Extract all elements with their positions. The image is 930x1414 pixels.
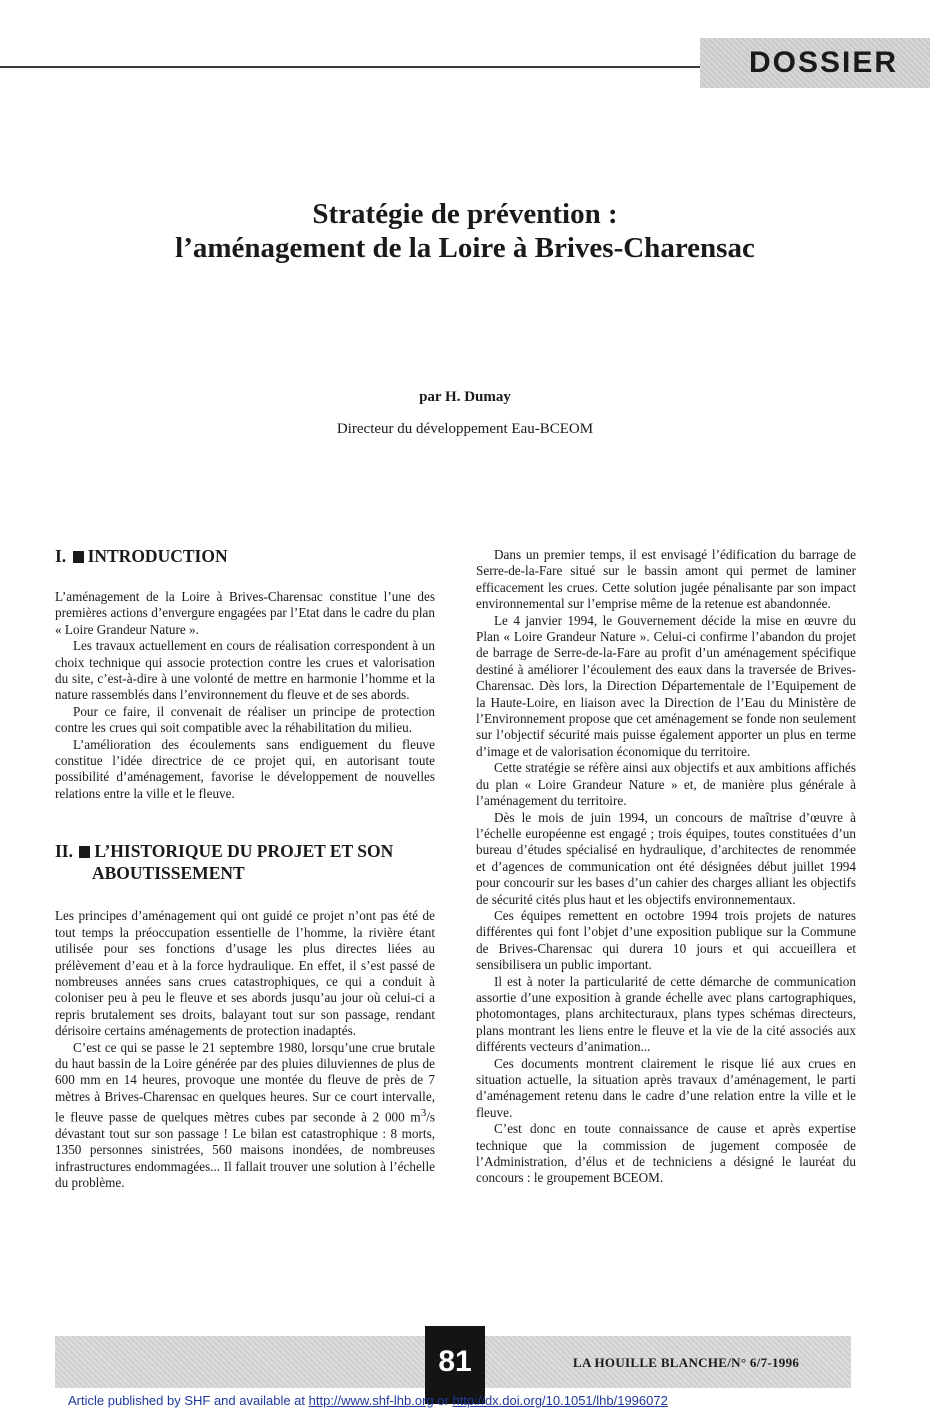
right-column (476, 547, 856, 1187)
paragraph: Le 4 janvier 1994, le Gouvernement décide la mise en œuvre du Plan « Loire Grandeur Nature ». Celui-ci confirme l’abandon du projet de barrage de Serre-de-la-Fare au profit d’un aménagement spécifique destiné à améliorer l’écoulement des eaux dans la traversée de Brives-Charensac. Dès lors, la Direction Départementale de l’Equipement de la Haute-Loire, en liaison avec la Direction de l’Eau du Ministère de l’Environnement propose que cet aménagement se fonde non seulement sur l’objectif sécurité mais puisse également apporter un plus en terme d’image et de valorisation économique du territoire. (476, 612, 856, 759)
shf-link[interactable]: http://www.shf-lhb.org (308, 1393, 434, 1408)
header-rule (0, 66, 700, 68)
author-name: par H. Dumay (419, 389, 511, 405)
doi-link[interactable]: http://dx.doi.org/10.1051/lhb/1996072 (452, 1393, 668, 1408)
section-label: DOSSIER (748, 46, 898, 79)
paragraph: Cette stratégie se réfère ainsi aux objectifs et aux ambitions affichés du plan « Loire Grandeur Nature » et, de manière plus générale à l’aménagement du territoire. (476, 760, 856, 809)
paragraph: L’amélioration des écoulements sans endiguement du fleuve constitue l’idée directrice de ce projet qui, en autorisant toute possibilité d’aménagement, favorise le développement de nouvelles relations entre la ville et le fleuve. (55, 736, 435, 801)
title-line-2: l’aménagement de la Loire à Brives-Charensac (175, 232, 755, 264)
paragraph: C’est ce qui se passe le 21 septembre 1980, lorsqu’une crue brutale du haut bassin de la Loire générée par des pluies diluviennes de plus de 600 mm en 14 heures, provoque une montée du fleuve de près de 7 mètres à Brives-Charensac en quelques heures. Sur ce court intervalle, le fleuve passe de quelques mètres cubes par seconde à 2 000 $m^3/s$ dévastant tout sur son passage ! Le bilan est catastrophique : 8 morts, 1350 personnes sinistrées, 560 maisons inondées, de nombreuses infrastructures endommagées... Il fallait trouver une solution à l’échelle du problème. (55, 1039, 435, 1191)
credit-text: or (433, 1393, 453, 1408)
section-heading-line: ABOUTISSEMENT (92, 863, 245, 884)
section-heading-introduction: I. INTRODUCTION (55, 546, 228, 566)
square-bullet-icon (79, 846, 90, 858)
left-column (55, 545, 435, 1192)
publisher-credit (68, 1393, 668, 1408)
paragraph: Dès le mois de juin 1994, un concours de maîtrise d’œuvre à l’échelle européenne est engagé ; trois équipes, toutes constituées d’un bureau d’études spécialisé en hydraulique, d’architectes de renommée et d’agences de communication ont été désignées début juillet 1994 pour concourir sur les bases d’un cahier des charges alliant les objectifs de sécurité cités plus haut et les objectifs environnementaux. (476, 809, 856, 907)
paragraph: L’aménagement de la Loire à Brives-Charensac constitue l’une des premières actions d’envergure engagées par l’Etat dans le cadre du plan « Loire Grandeur Nature ». (55, 589, 435, 637)
paragraph: Pour ce faire, il convenait de réaliser un principe de protection contre les crues qui soit compatible avec la réhabilitation du milieu. (55, 703, 435, 736)
paragraph: Ces documents montrent clairement le risque lié aux crues en situation actuelle, la situation après travaux d’aménagement, le parti d’aménagement retenu dans le cadre d’une relation entre la ville et le fleuve. (476, 1055, 856, 1120)
paragraph: Les travaux actuellement en cours de réalisation correspondent à un choix technique qui associe protection contre les crues et valorisation du site, c’est-à-dire à une volonté de mettre en harmonie l’homme et la nature rassemblés dans l’environnement du fleuve et de ses abords. (55, 638, 435, 703)
article-title (0, 197, 930, 265)
square-bullet-icon (73, 551, 84, 563)
author-affiliation: Directeur du développement Eau-BCEOM (336, 421, 594, 437)
paragraph: Ces équipes remettent en octobre 1994 trois projets de natures différentes qui font l’objet d’une exposition publique sur la Commune de Brives-Charensac qui durera 10 jours et qui accueillera et sensibilisera un public important. (476, 907, 856, 973)
paragraph: Dans un premier temps, il est envisagé l’édification du barrage de Serre-de-la-Fare situé sur le bassin amont qui permet de laminer efficacement les crues. Cette solution jugée pénalisante par son impact environnemental sur l’emprise même de la retenue est abandonnée. (476, 547, 856, 612)
page-number: 81 (425, 1326, 485, 1404)
section-heading-line: II. L’HISTORIQUE DU PROJET ET SON (55, 841, 394, 862)
paragraph: C’est donc en toute connaissance de cause et après expertise technique que la commission de jugement composée de l’Administration, d’élus et de techniciens a désigné le lauréat du concours : le groupement BCEOM. (476, 1121, 856, 1186)
title-line-1: Stratégie de prévention : (312, 198, 618, 230)
dossier-banner (700, 38, 930, 88)
credit-text: Article published by SHF and available at (68, 1393, 309, 1408)
paragraph: Il est à noter la particularité de cette démarche de communication assortie d’une exposition à grande échelle avec plans cartographiques, photomontages, plans architecturaux, plans types schémas directeurs, plans montrant les liens entre le fleuve et la vie de la cité associés aux différents vecteurs d’animation... (476, 973, 856, 1055)
journal-reference: LA HOUILLE BLANCHE/N° 6/7-1996 (573, 1355, 800, 1370)
section-heading-historique (55, 840, 435, 884)
paragraph: Les principes d’aménagement qui ont guidé ce projet n’ont pas été de tout temps la préoccupation essentielle de l’homme, la rivière étant utilisée pour ses fonctions d’usage les plus directes liées au prélèvement d’eau et à la force hydraulique. En effet, il s’est passé de nombreuses années sans crues catastrophiques, ce qui a conduit à coloniser peu à peu le fleuve et ses abords jusqu’au jour où celui-ci a repris brutalement ses droits, balayant tout sur son passage, rendant dérisoire certains aménagements de protection inadaptés. (55, 908, 435, 1039)
